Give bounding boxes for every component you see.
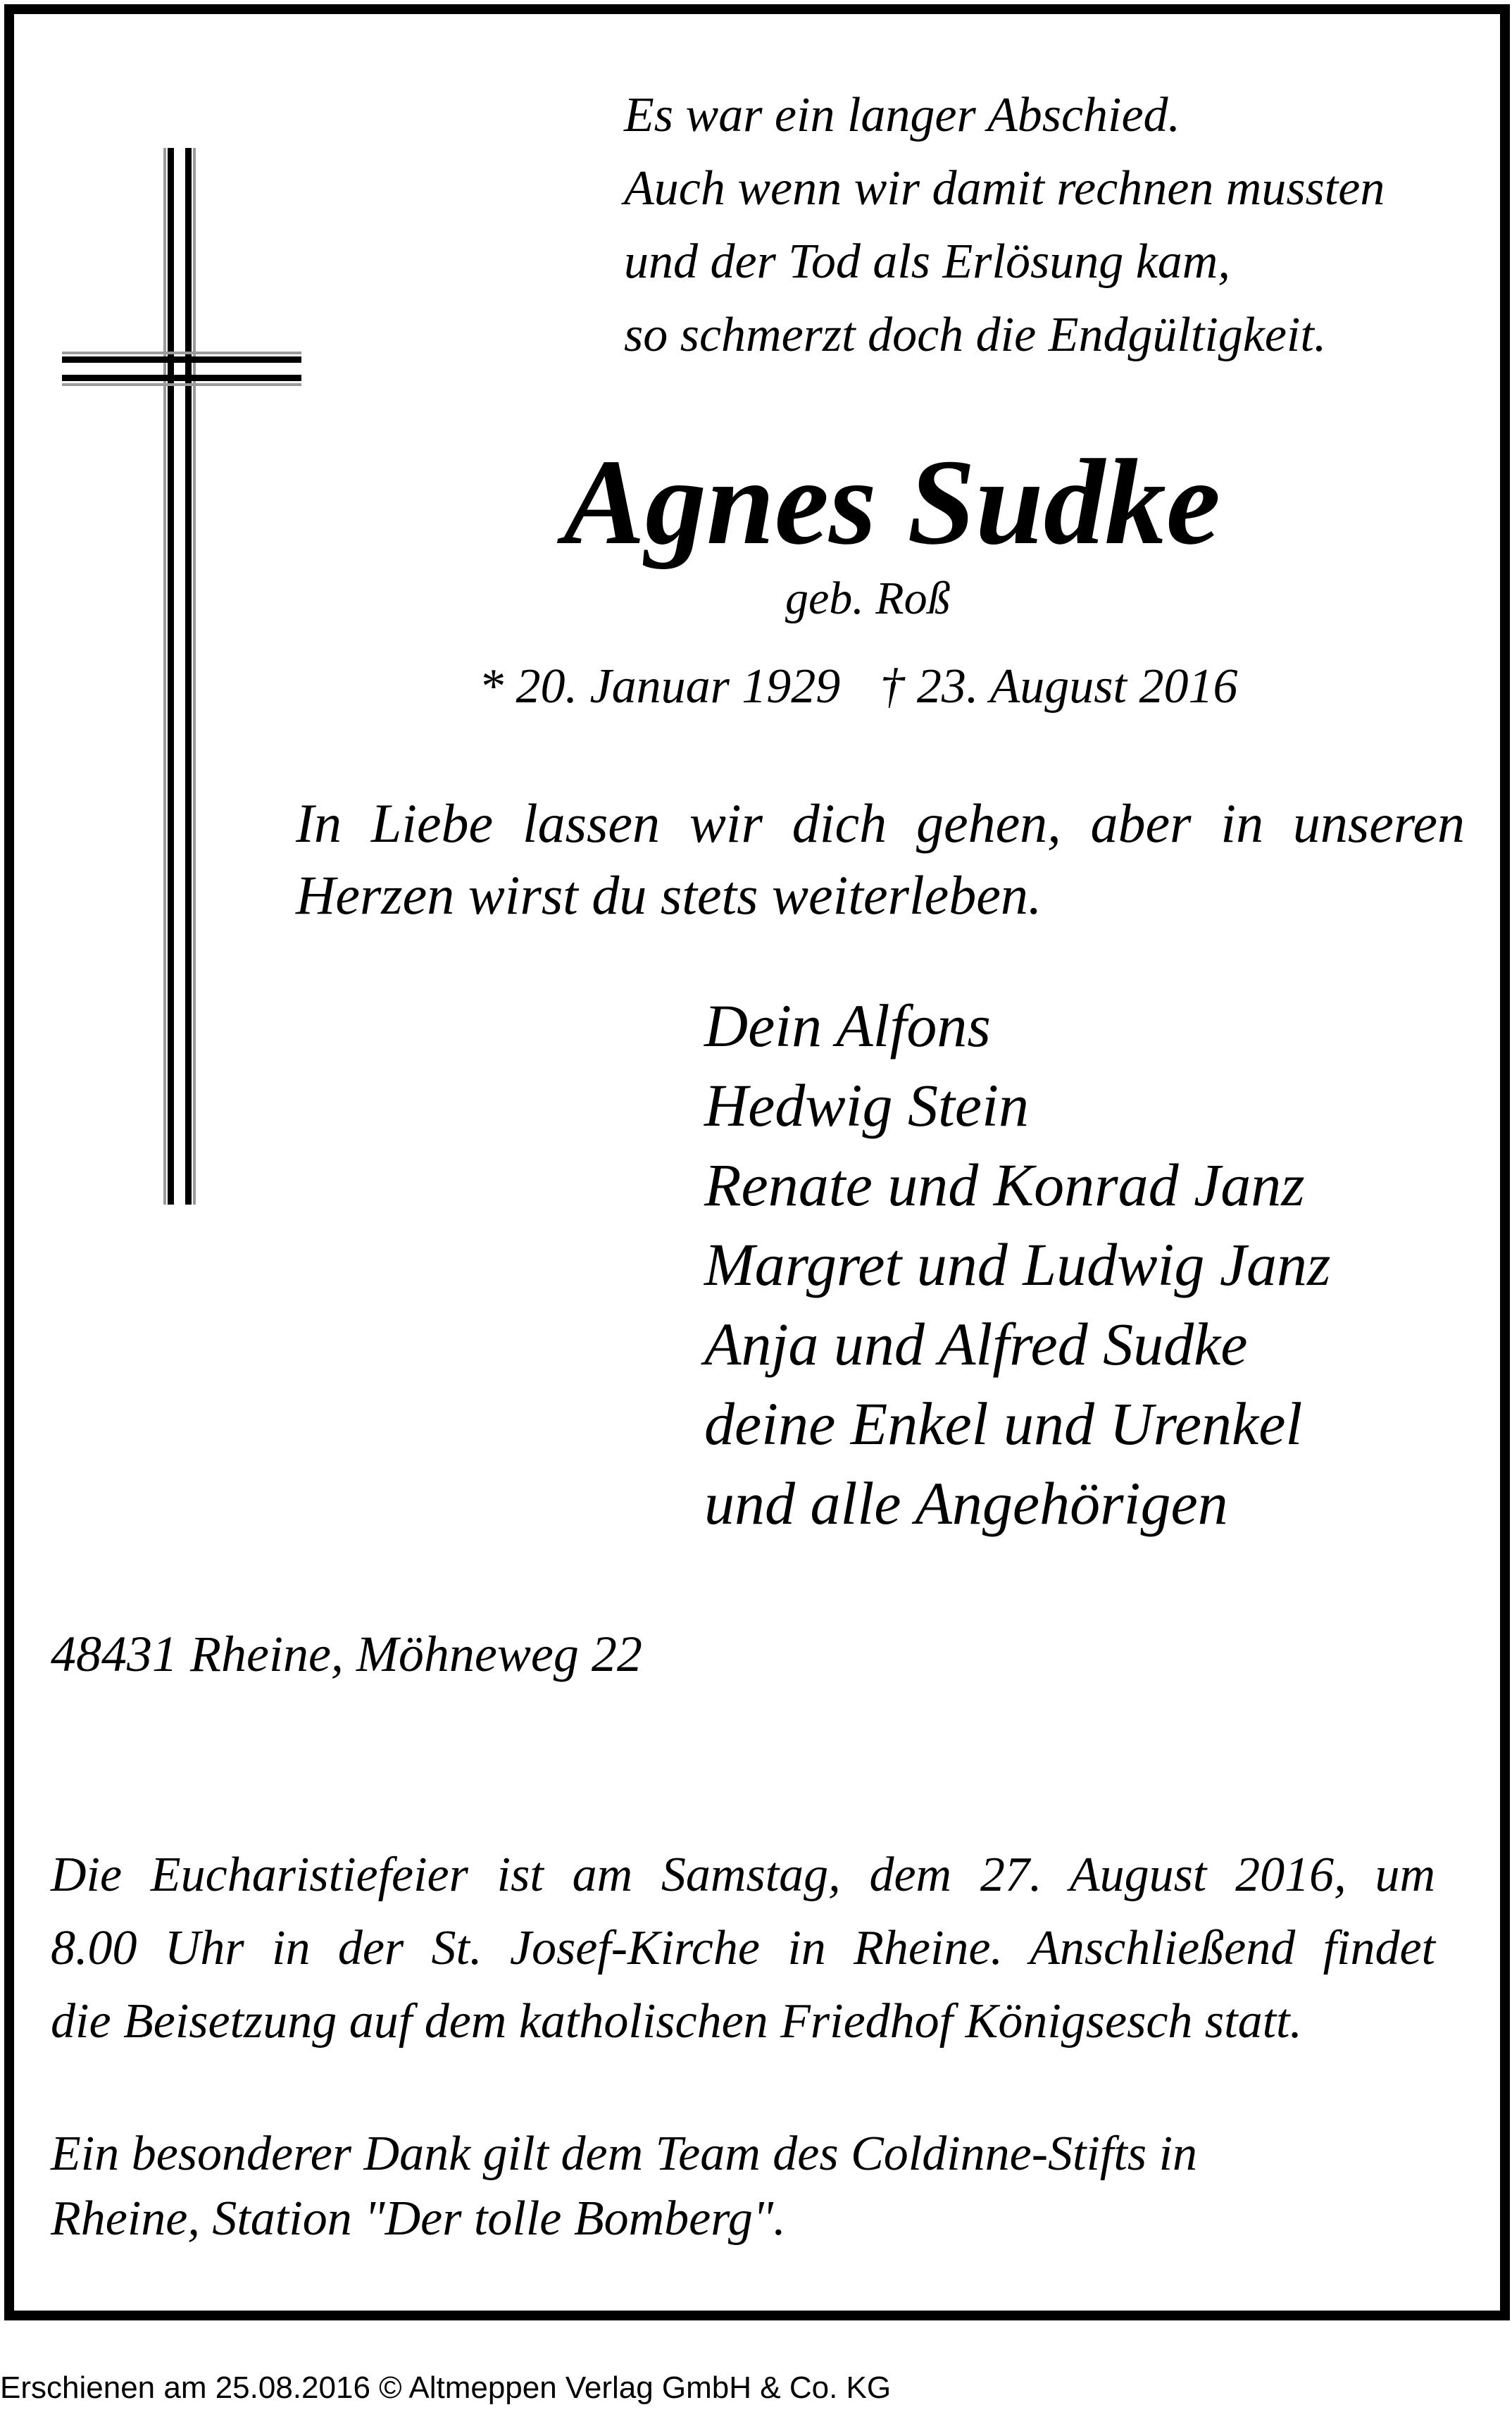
motto-line: und der Tod als Erlösung kam,: [624, 235, 1230, 289]
service-line: 8.00 Uhr in der St. Josef-Kirche in Rheine. Anschließend findet: [51, 1921, 1435, 1975]
publication-footer: Erschienen am 25.08.2016 © Altmeppen Verlag GmbH & Co. KG: [0, 2370, 892, 2405]
cross-icon: [62, 148, 301, 1205]
mourner: und alle Angehörigen: [704, 1469, 1228, 1537]
service-info: [51, 1839, 1435, 2058]
mourner: Anja und Alfred Sudke: [704, 1310, 1248, 1378]
motto-line: Auch wenn wir damit rechnen mussten: [624, 161, 1385, 216]
thanks-note: [51, 2122, 1197, 2251]
death-date: † 23. August 2016: [880, 659, 1238, 714]
mourner: Dein Alfons: [704, 992, 991, 1059]
birth-date: * 20. Januar 1929: [479, 659, 841, 714]
address: 48431 Rheine, Möhneweg 22: [51, 1626, 642, 1682]
motto-line: so schmerzt doch die Endgültigkeit.: [624, 308, 1327, 362]
service-line: Die Eucharistiefeier ist am Samstag, dem 27. August 2016, um: [51, 1848, 1435, 1902]
mourners-list: [704, 986, 1330, 1543]
motto: [624, 79, 1385, 372]
verse-line: Herzen wirst du stets weiterleben.: [296, 864, 1042, 926]
service-line: die Beisetzung auf dem katholischen Friedhof Königsesch statt.: [51, 1994, 1302, 2049]
thanks-line: Rheine, Station "Der tolle Bomberg".: [51, 2192, 786, 2246]
mourner: deine Enkel und Urenkel: [704, 1390, 1303, 1457]
mourner: Renate und Konrad Janz: [704, 1151, 1305, 1219]
verse: [296, 788, 1465, 931]
birth-name: geb. Roß: [785, 573, 951, 624]
deceased-name: Agnes Sudke: [563, 434, 1221, 570]
thanks-line: Ein besonderer Dank gilt dem Team des Coldinne-Stifts in: [51, 2127, 1198, 2181]
life-dates: [479, 652, 1238, 722]
verse-line: In Liebe lassen wir dich gehen, aber in unseren: [296, 792, 1465, 854]
mourner: Hedwig Stein: [704, 1071, 1029, 1139]
motto-line: Es war ein langer Abschied.: [624, 88, 1181, 142]
mourner: Margret und Ludwig Janz: [704, 1231, 1331, 1298]
